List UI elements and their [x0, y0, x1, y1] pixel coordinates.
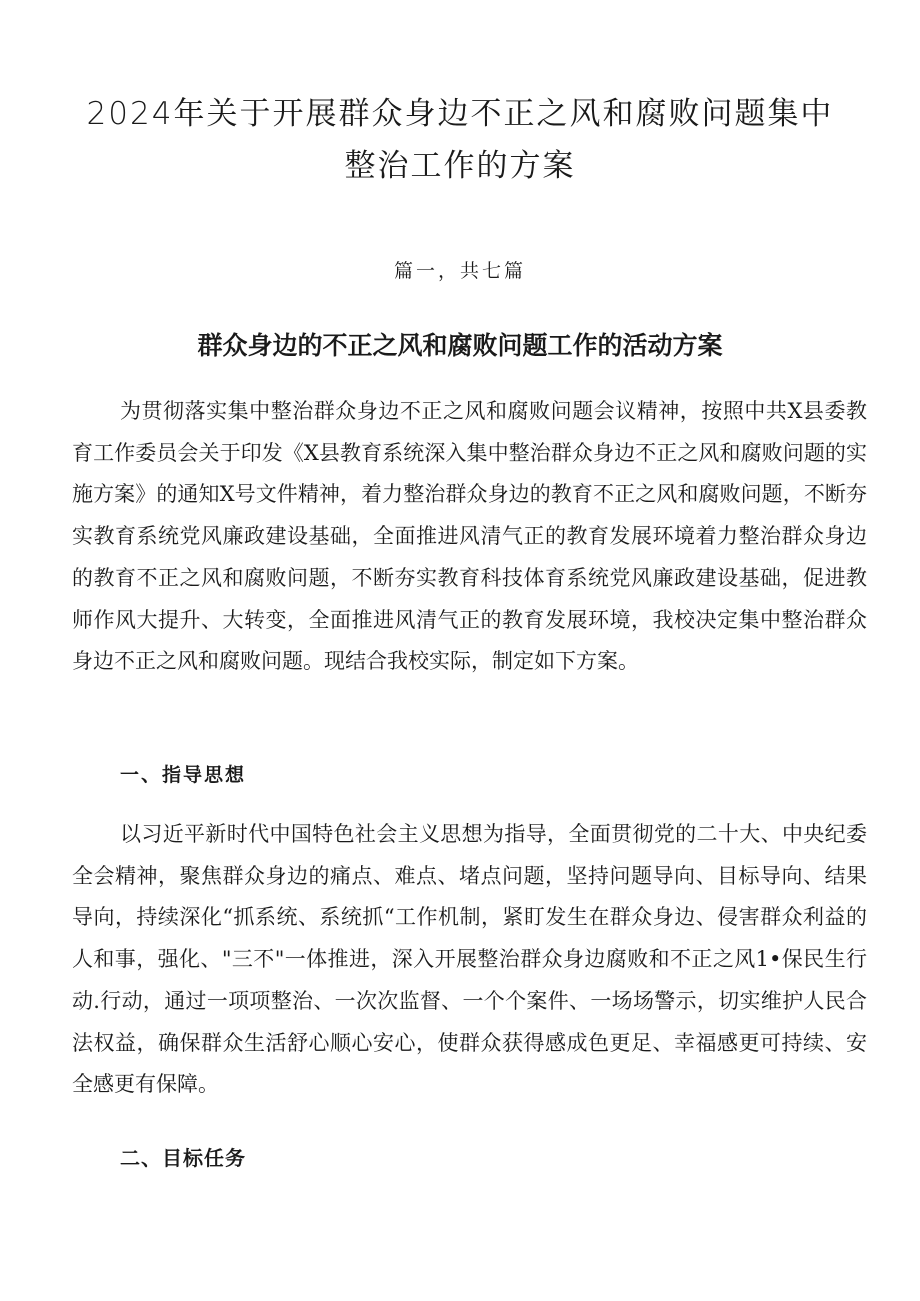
intro-paragraph: 为贯彻落实集中整治群众身边不正之风和腐败问题会议精神，按照中共X县委教育工作委员会关于印发《X县教育系统深入集中整治群众身边不正之风和腐败问题的实施方案》的通知X号文件精神，着力整治群众身边的教育不正之风和腐败问题，不断夯实教育系统党风廉政建设基础，全面推进风清气正的教育发展环境着力整治群众身边的教育不正之风和腐败问题，不断夯实教育科技体育系统党风廉政建设基础，促进教师作风大提升、大转变，全面推进风清气正的教育发展环境，我校决定集中整治群众身边不正之风和腐败问题。现结合我校实际，制定如下方案。 [72, 399, 867, 674]
heading-guiding-ideology: 一、指导思想 [120, 764, 247, 786]
section-title: 群众身边的不正之风和腐败问题工作的活动方案 [197, 331, 723, 360]
document-title-line-1: 2024年关于开展群众身边不正之风和腐败问题集中 [86, 96, 834, 132]
guiding-ideology-paragraph: 以习近平新时代中国特色社会主义思想为指导，全面贯彻党的二十大、中央纪委全会精神，聚焦群众身边的痛点、难点、堵点问题，坚持问题导向、目标导向、结果导向，持续深化“抓系统、系统抓“工作机制，紧盯发生在群众身边、侵害群众利益的人和事，强化、"三不"一体推进，深入开展整治群众身边腐败和不正之风1•保民生行动.行动，通过一项项整治、一次次监督、一个个案件、一场场警示，切实维护人民合法权益，确保群众生活舒心顺心安心，使群众获得感成色更足、幸福感更可持续、安全感更有保障。 [72, 822, 867, 1097]
heading-goals-tasks: 二、目标任务 [120, 1146, 246, 1170]
document-title-line-2: 整治工作的方案 [344, 148, 576, 184]
document-title [60, 88, 860, 192]
document-subtitle: 篇一，共七篇 [393, 260, 526, 282]
